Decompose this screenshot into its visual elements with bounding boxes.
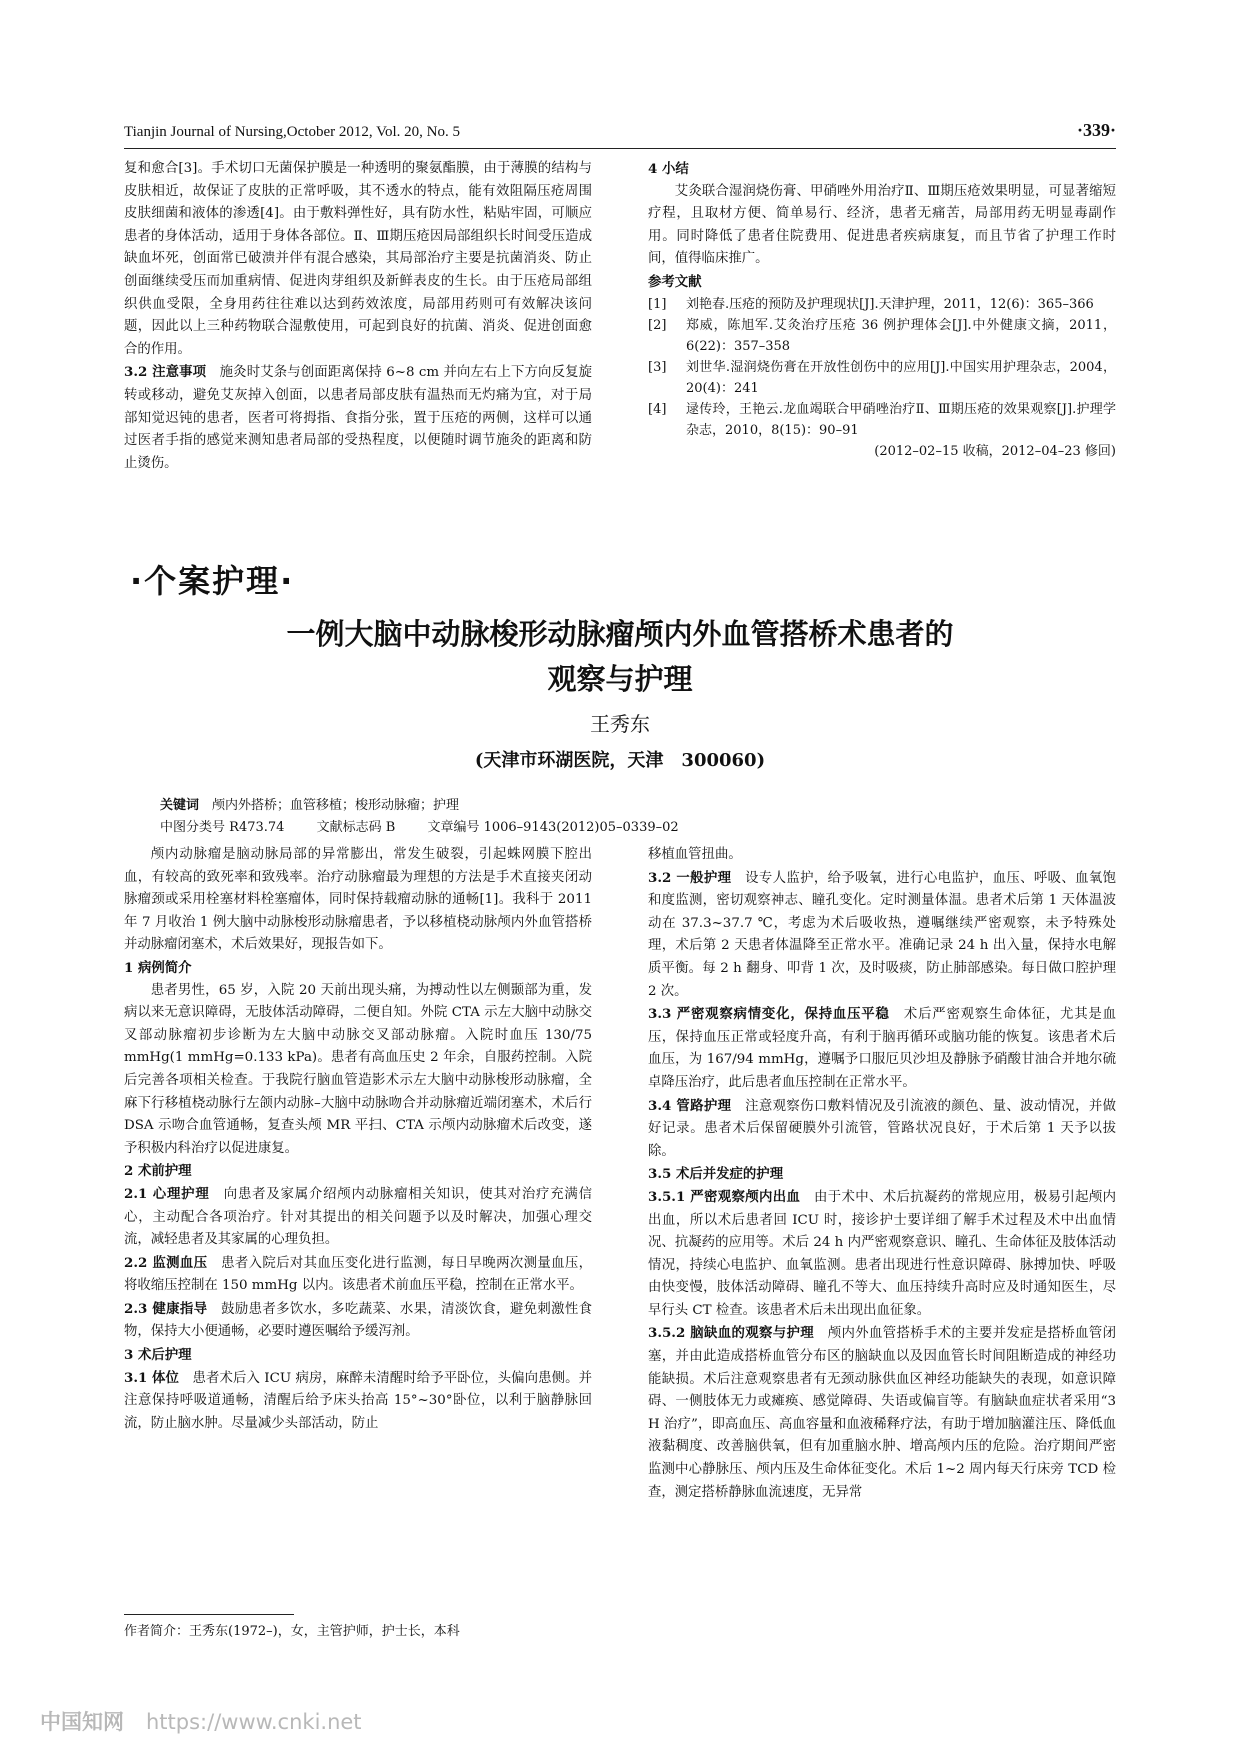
- references-heading: 参考文献: [648, 273, 702, 290]
- section-3-2: 3.2 一般护理 设专人监护，给予吸氧，进行心电监护，血压、呼吸、血氧饱和度监测，密切观察神志、瞳孔变化。定时测量体温。患者术后第 1 天体温波动在 37.3~37.7 ℃，考虑为术后吸收热，遵嘱继续严密观察，未予特殊处理，术后第 2 天患者体温降至正常水平。准确记录 24 h 出入量，保持水电解质平衡。每 2 h 翻身、叩背 1 次，及时吸痰，防止肺部感染。每日做口腔护理 2 次。: [648, 869, 1117, 999]
- author-footnote: 作者简介：王秀东(1972–)，女，主管护师，护士长，本科: [124, 1624, 460, 1639]
- running-header-journal: Tianjin Journal of Nursing,October 2012, Vol. 20, No. 5: [124, 124, 460, 140]
- article-affiliation: (天津市环湖医院，天津 300060): [474, 750, 766, 771]
- watermark-brand: 中国知网: [40, 1710, 124, 1734]
- footnote-rule: [124, 1614, 294, 1615]
- continued-text: 移植血管扭曲。: [648, 847, 742, 862]
- prev-article-right-column: [648, 158, 1116, 463]
- section-2-1: 2.1 心理护理 向患者及家属介绍颅内动脉瘤相关知识，使其对治疗充满信心，主动配合各项治疗。针对其提出的相关问题予以及时解决，加强心理交流，减轻患者及其家属的心理负担。: [124, 1185, 593, 1248]
- cnki-watermark: [40, 1706, 362, 1736]
- section-3-5-1: 3.5.1 严密观察颅内出血 由于术中、术后抗凝药的常规应用，极易引起颅内出血，所以术后患者回 ICU 时，接诊护士要详细了解手术过程及术中出血情况、抗凝药的应用等。术后 24 h 内严密观察意识、瞳孔、生命体征及肢体活动情况，持续心电监护、血氧监测。患者出现进行性意识障碍、脉搏加快、呼吸由快变慢，肢体活动障碍、瞳孔不等大、血压持续升高时应及时通知医生，尽早行头 CT 检查。该患者术后未出现出血征象。: [648, 1188, 1117, 1318]
- section-heading: 3.2 注意事项: [124, 364, 207, 381]
- classification-line: [160, 818, 1060, 838]
- reference-item: [3] 刘世华.湿润烧伤膏在开放性创伤中的应用[J].中国实用护理杂志，2004，20(4)：241: [648, 359, 1116, 396]
- section-heading-3-5: 3.5 术后并发症的护理: [648, 1166, 784, 1183]
- case-paragraph: 患者男性，65 岁，入院 20 天前出现头痛，为搏动性以左侧颞部为重，发病以来无意识障碍，无肢体活动障碍，二便自知。外院 CTA 示左大脑中动脉交叉部动脉瘤初步诊断为左大脑中动脉交叉部动脉瘤。入院时血压 130/75 mmHg(1 mmHg=0.133 kPa)。患者有高血压史 2 年余，自服药控制。入院后完善各项相关检查。于我院行脑血管造影术示左大脑中动脉梭形动脉瘤，全麻下行移植桡动脉行左颌内动脉–大脑中动脉吻合并动脉瘤近端闭塞术，术后行 DSA 示吻合血管通畅，复查头颅 MR 平扫、CTA 示颅内动脉瘤术后改变，遂予积极内科治疗以促进康复。: [124, 982, 592, 1156]
- keywords: 颅内外搭桥；血管移植；梭形动脉瘤；护理: [212, 798, 460, 813]
- section-3-1: 3.1 体位 患者术后入 ICU 病房，麻醉未清醒时给予平卧位，头偏向患侧。并注意保持呼吸道通畅，清醒后给予床头抬高 15°~30°卧位，以利于脑静脉回流，防止脑水肿。尽量减少头部活动，防止: [124, 1369, 592, 1431]
- section-heading-summary: 4 小结: [648, 161, 689, 177]
- article-left-column: [124, 844, 592, 1435]
- doc-code-label: 文献标志码: [316, 820, 382, 835]
- section-label: ·个案护理·: [130, 562, 295, 600]
- article-title-line-1: 一例大脑中动脉梭形动脉瘤颅内外血管搭桥术患者的: [286, 617, 954, 651]
- article-title-line-2: 观察与护理: [547, 662, 693, 696]
- keywords-line: [160, 796, 1060, 816]
- section-heading-3: 3 术后护理: [124, 1347, 192, 1364]
- article-right-column: [648, 844, 1116, 1504]
- article-no-label: 文章编号: [427, 820, 480, 835]
- reference-item: [1] 刘艳春.压疮的预防及护理现状[J].天津护理，2011，12(6)：365–366: [648, 296, 1094, 312]
- section-3-5-2: 3.5.2 脑缺血的观察与护理 颅内外血管搭桥手术的主要并发症是搭桥血管闭塞，并由此造成搭桥血管分布区的脑缺血以及因血管长时间阻断造成的神经功能缺损。术后注意观察患者有无颈动脉供血区神经功能缺失的表现，如意识障碍、一侧肢体无力或瘫痪、感觉障碍、失语或偏盲等。有脑缺血症状者采用“3 H 治疗”，即高血压、高血容量和血液稀释疗法，有助于增加脑灌注压、降低血液黏稠度、改善脑供氧，但有加重脑水肿、增高颅内压的危险。治疗期间严密监测中心静脉压、颅内压及生命体征变化。术后 1~2 周内每天行床旁 TCD 检查，测定搭桥静脉血流速度，无异常: [648, 1325, 1117, 1500]
- summary-body: 艾灸联合湿润烧伤膏、甲硝唑外用治疗Ⅱ、Ⅲ期压疮效果明显，可显著缩短疗程，且取材方便、简单易行、经济，患者无痛苦，局部用药无明显毒副作用。同时降低了患者住院费用、促进患者疾病康复，而且节省了护理工作时间，值得临床推广。: [648, 183, 1116, 267]
- intro-paragraph: 颅内动脉瘤是脑动脉局部的异常膨出，常发生破裂，引起蛛网膜下腔出血，有较高的致死率和致残率。治疗动脉瘤最为理想的方法是手术直接夹闭动脉瘤颈或采用栓塞材料栓塞瘤体，同时保持载瘤动脉的通畅[1]。我科于 2011 年 7 月收治 1 例大脑中动脉梭形动脉瘤患者，予以移植桡动脉颅内外血管搭桥并动脉瘤闭塞术，术后效果好，现报告如下。: [124, 847, 592, 953]
- article-no-value: 1006–9143(2012)05–0339–02: [483, 820, 679, 835]
- prev-section-3-2: [124, 361, 592, 475]
- reference-item: [4] 逯传玲，王艳云.龙血竭联合甲硝唑治疗Ⅱ、Ⅲ期压疮的效果观察[J].护理学杂志，2010，8(15)：90–91: [648, 401, 1116, 438]
- article-author: 王秀东: [590, 712, 650, 736]
- section-2-2: 2.2 监测血压 患者入院后对其血压变化进行监测，每日早晚两次测量血压，将收缩压控制在 150 mmHg 以内。该患者术前血压平稳，控制在正常水平。: [124, 1254, 593, 1294]
- page-number: ·339·: [1076, 120, 1116, 140]
- doc-code-value: B: [385, 820, 396, 835]
- prev-article-left-column: [124, 158, 592, 475]
- section-heading-2: 2 术前护理: [124, 1163, 192, 1180]
- reference-item: [2] 郑威，陈旭军.艾灸治疗压疮 36 例护理体会[J].中外健康文摘，2011，6(22)：357–358: [648, 317, 1116, 354]
- section-body: 施灸时艾条与创面距离保持 6~8 cm 并向左右上下方向反复旋转或移动，避免艾灰掉入创面，以患者局部皮肤有温热而无灼痛为宜，对于局部知觉迟钝的患者，医者可将拇指、食指分张，置于压疮的两侧，这样可以通过医者手指的感觉来测知患者局部的受热程度，以便随时调节施灸的距离和防止烫伤。: [124, 365, 592, 471]
- clc-label: 中图分类号: [160, 820, 226, 835]
- prev-paragraph: 复和愈合[3]。手术切口无菌保护膜是一种透明的聚氨酯膜，由于薄膜的结构与皮肤相近，故保证了皮肤的正常呼吸，其不透水的特点，能有效阻隔压疮周围皮肤细菌和液体的渗透[4]。由于敷料弹性好，具有防水性，粘贴牢固，可顺应患者的身体活动，适用于身体各部位。Ⅱ、Ⅲ期压疮因局部组织长时间受压造成缺血坏死，创面常已破溃并伴有混合感染，其局部治疗主要是抗菌消炎、防止创面继续受压而加重病情、促进肉芽组织及新鲜表皮的生长。由于压疮局部组织供血受限，全身用药往往难以达到药效浓度，局部用药则可有效解决该问题，因此以上三种药物联合湿敷使用，可起到良好的抗菌、消炎、促进创面愈合的作用。: [124, 161, 592, 357]
- section-3-4: 3.4 管路护理 注意观察伤口敷料情况及引流液的颜色、量、波动情况，并做好记录。患者术后保留硬膜外引流管，管路状况良好，于术后第 1 天予以拔除。: [648, 1097, 1117, 1159]
- keywords-label: 关键词: [160, 798, 200, 813]
- header-rule: [124, 148, 1116, 149]
- section-2-3: 2.3 健康指导 鼓励患者多饮水，多吃蔬菜、水果，清淡饮食，避免刺激性食物，保持大小便通畅，必要时遵医嘱给予缓泻剂。: [124, 1300, 593, 1340]
- watermark-url: https://www.cnki.net: [146, 1710, 362, 1734]
- section-3-3: 3.3 严密观察病情变化，保持血压平稳 术后严密观察生命体征，尤其是血压，保持血压正常或轻度升高，有利于脑再循环或脑功能的恢复。该患者术后血压，为 167/94 mmHg，遵嘱予口服厄贝沙坦及静脉予硝酸甘油合并地尔硫卓降压治疗，此后患者血压控制在正常水平。: [648, 1006, 1117, 1090]
- section-heading-1: 1 病例简介: [124, 959, 192, 976]
- clc-value: R473.74: [229, 820, 285, 835]
- received-date: (2012–02–15 收稿，2012–04–23 修回): [874, 443, 1116, 459]
